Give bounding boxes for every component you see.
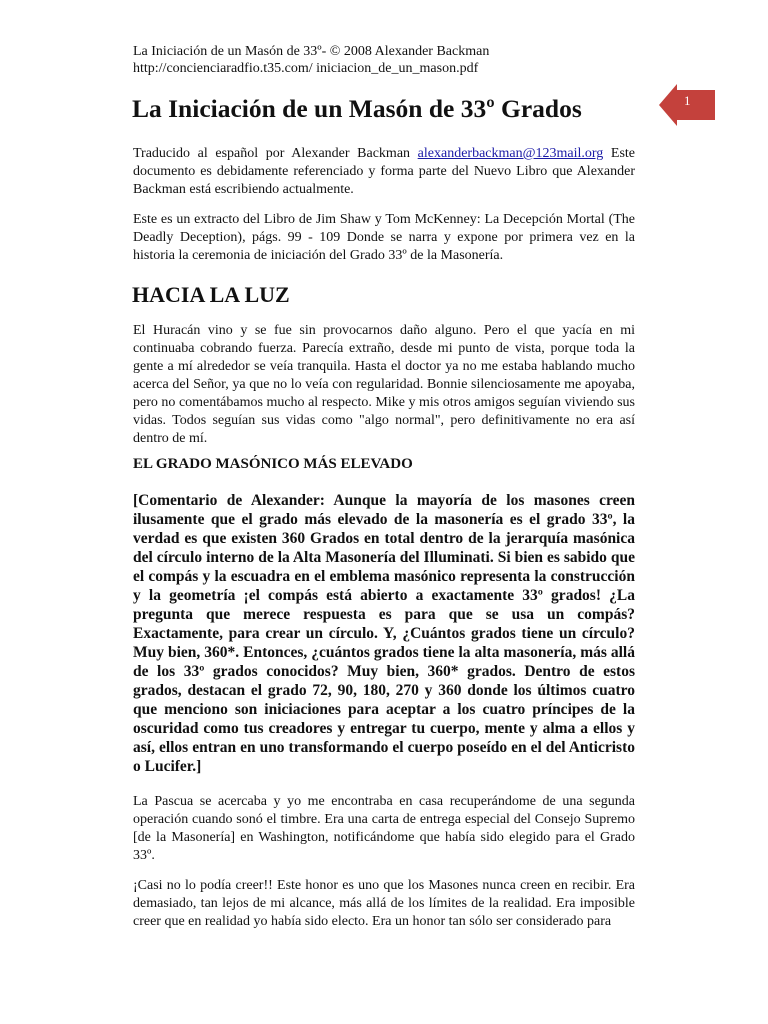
intro-paragraph (133, 145, 635, 199)
section2-paragraph-1: La Pascua se acercaba y yo me encontraba en casa recuperándome de una segunda operación cuando sonó el timbre. Era una carta de entrega especial del Consejo Supremo [de la Masonería] en Washington, notificándome que había sido elegido para el Grado 33º. (133, 794, 635, 863)
document-title: La Iniciación de un Masón de 33º Grados (132, 94, 582, 123)
translator-credit: Traducido al español por Alexander Backman (133, 146, 411, 161)
extract-paragraph: Este es un extracto del Libro de Jim Shaw y Tom McKenney: La Decepción Mortal (The Deadly Deception), págs. 99 - 109 Donde se narra y expone por primera vez en la historia la ceremonia de iniciación del Grado 33º de la Masonería. (133, 212, 635, 263)
alexander-comment: [Comentario de Alexander: Aunque la mayoría de los masones creen ilusamente que el grado más elevado de la masonería es el grado 33º, la verdad es que existen 360 Grados en total dentro de la jerarquía masónica del círculo interno de la Alta Masonería del Illuminati. Si bien es sabido que el compás y la escuadra en el emblema masónico representa la construcción y la geometría ¡el compás está abierto a exactamente 33º grados! ¿La pregunta que merece respuesta es para que se usa un compás? Exactamente, para crear un círculo. Y, ¿Cuántos grados tiene un círculo? Muy bien, 360*. Entonces, ¿cuántos grados tiene la alta masonería, más allá de los 33º grados conocidos? Muy bien, 360* grados. Dentro de estos grados, destacan el grado 72, 90, 180, 270 y 360 donde los últimos cuatro que menciono son iniciaciones para aceptar a los cuatro príncipes de la oscuridad como tus creadores y entregar tu cuerpo, mente y alma a ellos y así, ellos entran en uno transformando el cuerpo poseído en el del Anticristo o Lucifer.] (133, 492, 635, 775)
section-heading-hacia-la-luz: HACIA LA LUZ (132, 282, 290, 307)
section-heading-grado-masonico: EL GRADO MASÓNICO MÁS ELEVADO (133, 456, 413, 472)
running-header-url: http://concienciaradfio.t35.com/ iniciacion_de_un_mason.pdf (133, 61, 479, 76)
section1-body: El Huracán vino y se fue sin provocarnos daño alguno. Pero el que yacía en mi continuaba cobrando fuerza. Parecía extraño, desde mi punto de vista, porque toda la gente a mí alrededor se veía tranquila. Hasta el doctor ya no me estaba hablando mucho acerca del Señor, ya que no lo veía con regularidad. Bonnie silenciosamente me apoyaba, pero no comentábamos mucho al respecto. Mike y mis otros amigos seguían viviendo sus vidas. Todos seguían sus vidas como "algo normal", pero definitivamente no era así dentro de mí. (133, 323, 635, 446)
page-number: 1 (684, 93, 691, 108)
section2-paragraph-2: ¡Casi no lo podía creer!! Este honor es uno que los Masones nunca creen en recibir. Era demasiado, tan lejos de mi alcance, más allá de los límites de la realidad. Era imposible creer que en realidad yo había sido electo. Era un honor tan sólo ser considerado para (133, 878, 635, 929)
running-header-title: La Iniciación de un Masón de 33º- © 2008 Alexander Backman (133, 44, 490, 59)
email-link[interactable]: alexanderbackman@123mail.org (417, 146, 604, 161)
reference-note: Este documento es debidamente referenciado y forma parte del Nuevo Libro que Alexander Backman está escribiendo actualmente. (133, 146, 636, 197)
